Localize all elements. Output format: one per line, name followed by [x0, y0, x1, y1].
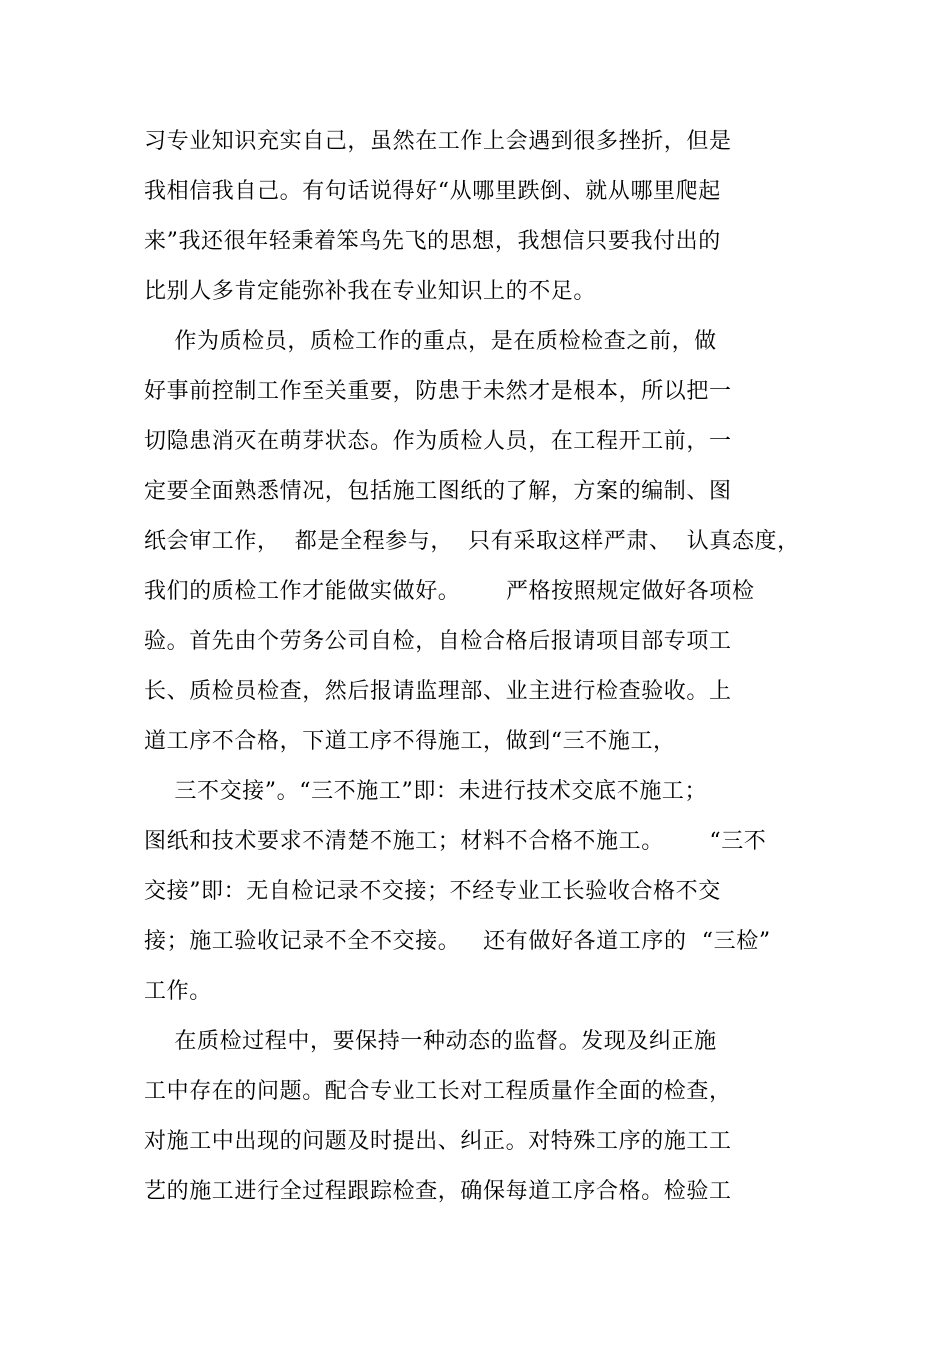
- text-line: 我们的质检工作才能做实做好。 严格按照规定做好各项检: [144, 579, 755, 604]
- text-line: 纸会审工作， 都是全程参与， 只有采取这样严肃、 认真态度，: [144, 529, 800, 554]
- text-line: 道工序不合格，下道工序不得施工，做到“三不施工，: [144, 729, 676, 754]
- text-line: 图纸和技术要求不清楚不施工；材料不合格不施工。 “三不: [144, 829, 767, 854]
- text-line: 来”我还很年轻秉着笨鸟先飞的思想，我想信只要我付出的: [144, 229, 721, 254]
- text-line: 切隐患消灭在萌芽状态。作为质检人员，在工程开工前，一: [144, 429, 732, 454]
- text-line: 好事前控制工作至关重要，防患于未然才是根本，所以把一: [144, 379, 732, 404]
- text-line: 在质检过程中，要保持一种动态的监督。发现及纠正施: [144, 1029, 717, 1054]
- text-line: 艺的施工进行全过程跟踪检查，确保每道工序合格。检验工: [144, 1179, 732, 1204]
- text-line: 长、质检员检查，然后报请监理部、业主进行检查验收。上: [144, 679, 732, 704]
- text-line: 工作。: [144, 979, 212, 1004]
- text-line: 工中存在的问题。配合专业工长对工程质量作全面的检查，: [144, 1079, 732, 1104]
- text-line: 我相信我自己。有句话说得好“从哪里跌倒、就从哪里爬起: [144, 179, 721, 204]
- text-line: 交接”即：无自检记录不交接；不经专业工长验收合格不交: [144, 879, 721, 904]
- text-line: 作为质检员，质检工作的重点，是在质检检查之前，做: [144, 329, 717, 354]
- text-line: 验。首先由个劳务公司自检，自检合格后报请项目部专项工: [144, 629, 732, 654]
- text-line: 对施工中出现的问题及时提出、纠正。对特殊工序的施工工: [144, 1129, 732, 1154]
- text-line: 比别人多肯定能弥补我在专业知识上的不足。: [144, 279, 597, 304]
- text-line: 定要全面熟悉情况，包括施工图纸的了解，方案的编制、图: [144, 479, 732, 504]
- text-line: 三不交接”。“三不施工”即：未进行技术交底不施工；: [144, 779, 708, 804]
- text-line: 接；施工验收记录不全不交接。 还有做好各道工序的 “三检”: [144, 929, 771, 954]
- text-line: 习专业知识充实自己，虽然在工作上会遇到很多挫折，但是: [144, 129, 732, 154]
